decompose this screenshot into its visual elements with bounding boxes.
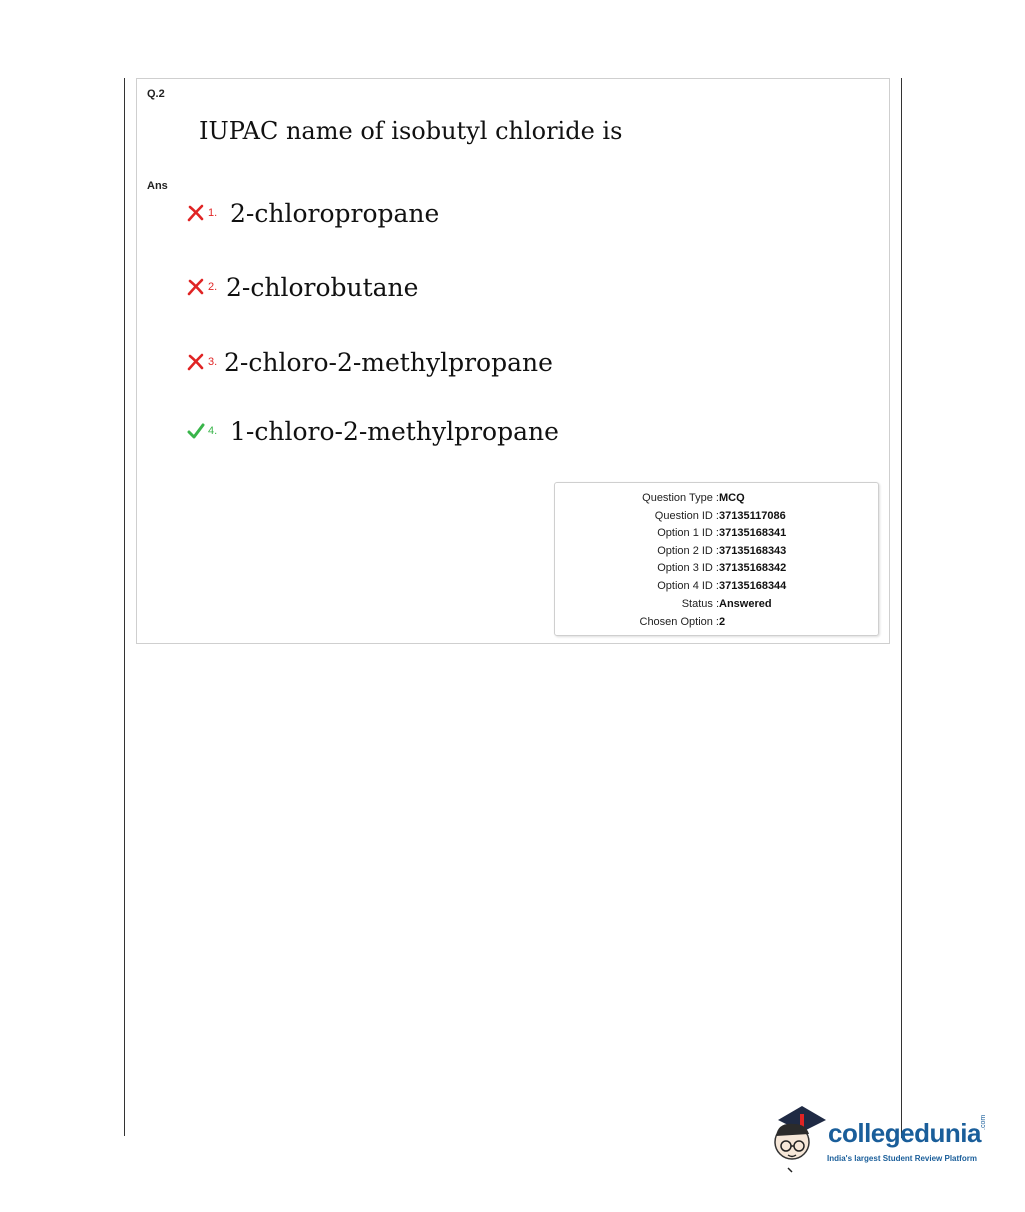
info-label: Option 1 ID : [657, 527, 719, 539]
option-number: 4. [208, 425, 218, 437]
option-3 [187, 345, 553, 379]
info-label: Option 3 ID : [657, 562, 719, 574]
info-value: 37135117086 [719, 510, 786, 522]
option-number: 2. [208, 281, 218, 293]
page-right-rule [901, 78, 902, 1138]
option-2 [187, 270, 418, 304]
info-value: MCQ [719, 492, 745, 504]
info-label: Question Type : [642, 492, 719, 504]
check-icon [187, 422, 205, 440]
question-text: IUPAC name of isobutyl chloride is [199, 117, 623, 145]
info-label: Status : [681, 598, 719, 610]
page-left-rule [124, 78, 125, 1136]
info-label: Option 4 ID : [657, 580, 719, 592]
info-label: Option 2 ID : [657, 545, 719, 557]
option-number: 1. [208, 207, 218, 219]
logo-tagline: India's largest Student Review Platform [827, 1154, 977, 1163]
info-value: 37135168341 [719, 527, 787, 539]
option-number: 3. [208, 356, 218, 368]
mascot-icon [768, 1104, 828, 1174]
info-label: Chosen Option : [639, 616, 719, 628]
cross-icon [187, 204, 205, 222]
question-info-panel [554, 482, 879, 636]
info-value: 37135168344 [719, 580, 787, 592]
option-text: 2-chloropropane [230, 198, 440, 228]
info-label: Question ID : [654, 510, 719, 522]
logo-wordmark: collegedunia [828, 1118, 981, 1148]
option-4 [187, 414, 559, 448]
logo-suffix: .com [980, 1114, 987, 1130]
question-panel [136, 78, 890, 644]
option-text: 2-chloro-2-methylpropane [224, 347, 553, 377]
question-number: Q.2 [147, 88, 165, 100]
collegedunia-logo [768, 1104, 993, 1174]
option-text: 1-chloro-2-methylpropane [230, 416, 559, 446]
option-1 [187, 196, 439, 230]
info-value: 37135168342 [719, 562, 787, 574]
option-text: 2-chlorobutane [226, 272, 419, 302]
cross-icon [187, 353, 205, 371]
info-value: 37135168343 [719, 545, 787, 557]
cross-icon [187, 278, 205, 296]
answer-label: Ans [147, 180, 168, 192]
info-value: Answered [719, 598, 772, 610]
info-value: 2 [719, 616, 726, 628]
